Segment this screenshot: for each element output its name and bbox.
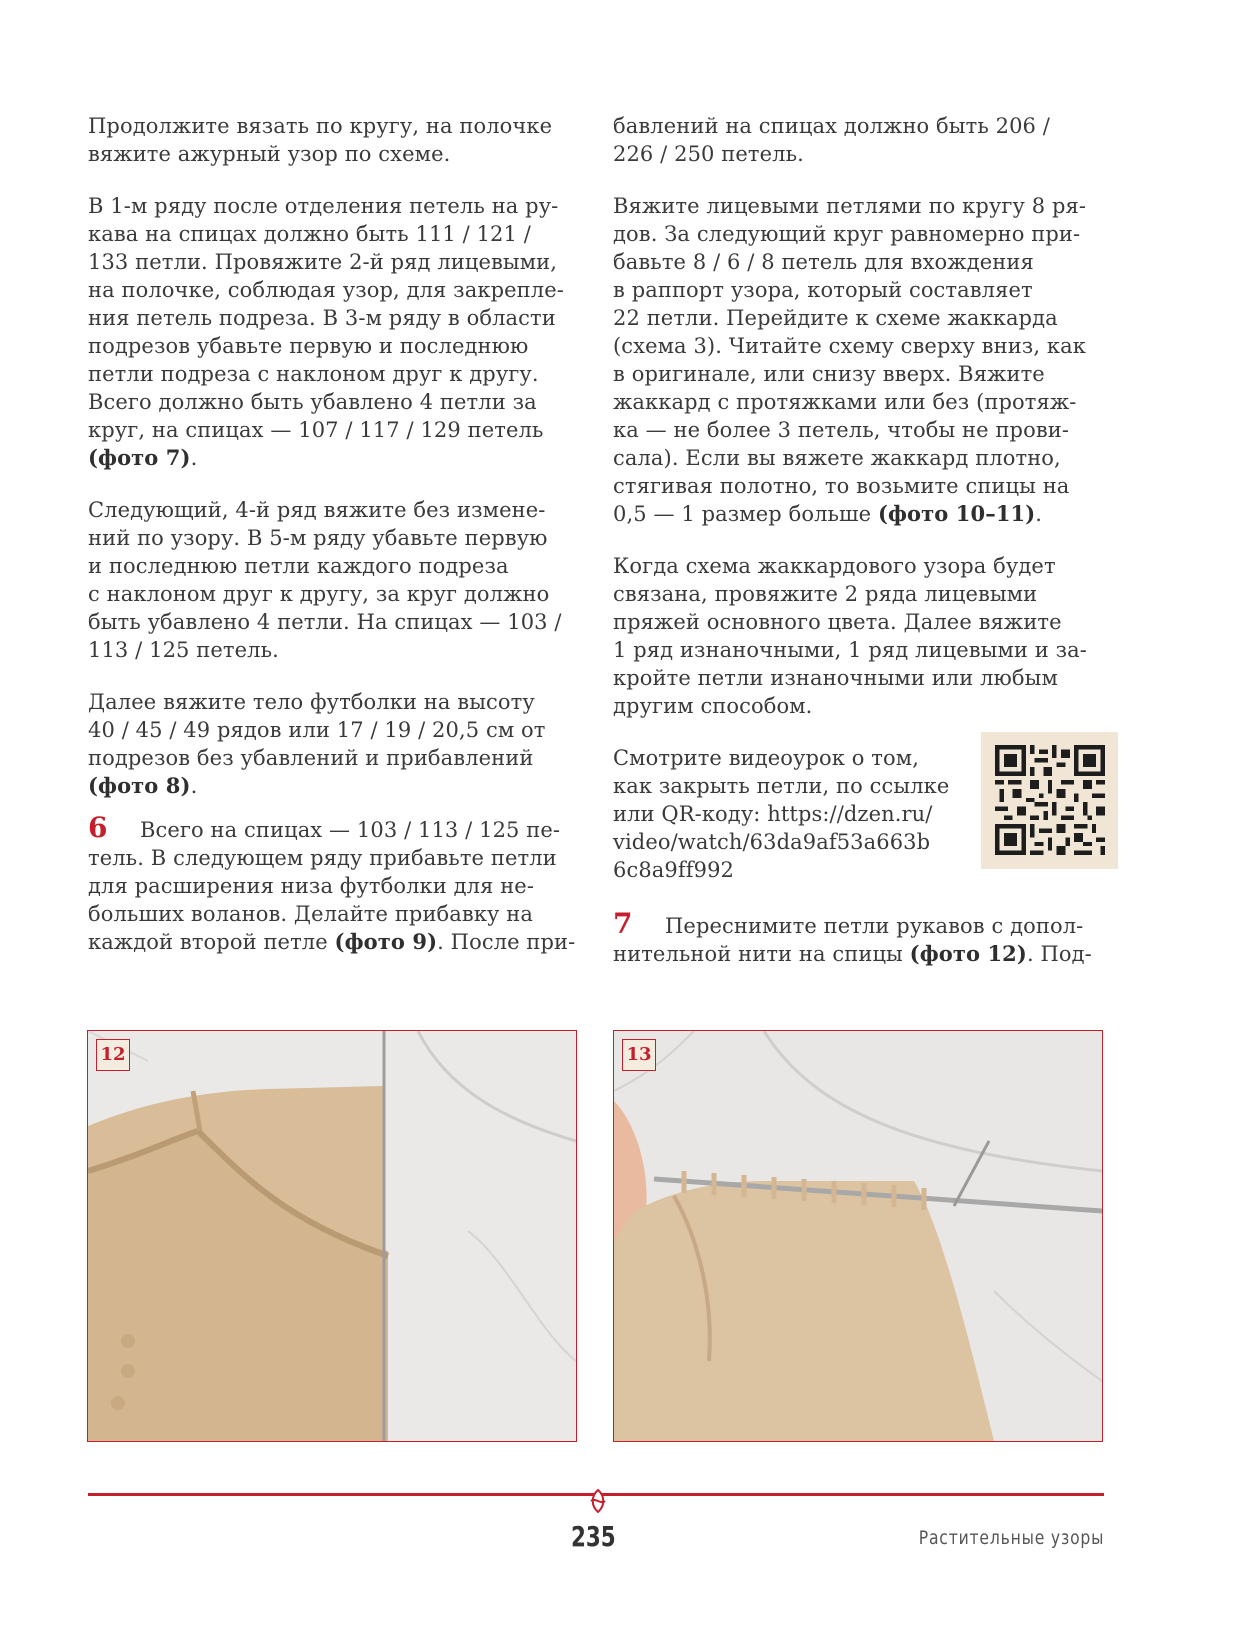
ornament-icon [585, 1488, 611, 1514]
photo-ref: (фото 9) [334, 929, 438, 954]
left-column [88, 112, 578, 956]
page-number: 235 [571, 1520, 616, 1553]
section-title: Растительные узоры [918, 1527, 1104, 1549]
step-number: 6 [88, 811, 108, 844]
knitting-photo-image [614, 1031, 1102, 1441]
photo-ref: (фото 8) [88, 773, 191, 798]
right-column [613, 112, 1113, 968]
photo-12 [87, 1030, 577, 1442]
paragraph-7: Когда схема жаккардового узора будет связана, провяжите 2 ряда лицевыми пряжей основного цвета. Далее вяжите 1 ряд изнаночными, 1 ряд лицевыми и за- кройте петли изнаночными или любым другим способом. [613, 554, 1088, 718]
paragraph-5: бавлений на спицах должно быть 206 / 226 / 250 петель. [613, 114, 1050, 166]
photo-ref: (фото 10–11) [877, 501, 1036, 526]
step-number: 7 [613, 907, 633, 940]
photo-13 [613, 1030, 1103, 1442]
photo-number-label: 13 [622, 1039, 656, 1071]
paragraph-3: Следующий, 4-й ряд вяжите без изменe- ний по узору. В 5-м ряду убавьте первую и последнюю петли каждого подреза с наклоном друг к другу, за круг должно быть убавлено 4 петли. На спицах — 103 / 113 / 125 петель. [88, 498, 562, 662]
qr-code-icon[interactable] [995, 745, 1105, 855]
knitting-photo-image [88, 1031, 576, 1441]
paragraph-4: Далее вяжите тело футболки на высоту 40 / 45 / 49 рядов или 17 / 19 / 20,5 см от подрезов без убавлений и прибавлений (фото 8). [88, 690, 546, 798]
video-link-block: Смотрите видеоурок о том, как закрыть петли, по ссылке или QR-коду: https://dzen.ru/ video/watch/63da9af53a663b 6c8a9ff992 [613, 744, 1113, 884]
paragraph-2: В 1-м ряду после отделения петель на ру- кава на спицах должно быть 111 / 121 / 133 петли. Провяжите 2-й ряд лицевыми, на полочке, соблюдая узор, для закрепле- ния петель подреза. В 3-м ряду в области подрезов убавьте первую и последнюю петли подреза с наклоном друг к другу. Всего должно быть убавлено 4 петли за круг, на спицах — 107 / 117 / 129 петель (фото 7). [88, 194, 564, 470]
qr-code-panel[interactable] [981, 732, 1118, 869]
photo-number-label: 12 [96, 1039, 130, 1071]
step-7: 7 Переснимите петли рукавов с допол- нительной нити на спицы (фото 12). Под- [613, 907, 1092, 966]
paragraph-1: Продолжите вязать по кругу, на полочке вяжите ажурный узор по схеме. [88, 114, 553, 166]
photo-ref: (фото 7) [88, 445, 191, 470]
paragraph-6: Вяжите лицевыми петлями по кругу 8 ря- дов. За следующий круг равномерно при- бавьте 8 / 6 / 8 петель для вхождения в раппорт узора, который составляет 22 петли. Перейдите к схеме жаккарда (схема 3). Читайте схему сверху вниз, как в оригинале, или снизу вверх. Вяжите жаккард с протяжками или без (протяж- ка — не более 3 петель, чтобы не прови- сала). Если вы вяжете жаккард плотно, стягивая полотно, то возьмите спицы на 0,5 — 1 размер больше (фото 10–11). [613, 194, 1087, 526]
photo-ref: (фото 12) [909, 941, 1027, 966]
step-6: 6 Всего на спицах — 103 / 113 / 125 пе- тель. В следующем ряду прибавьте петли для расширения низа футболки для не- больших воланов. Делайте прибавку на каждой второй петле (фото 9). После при- [88, 811, 576, 954]
